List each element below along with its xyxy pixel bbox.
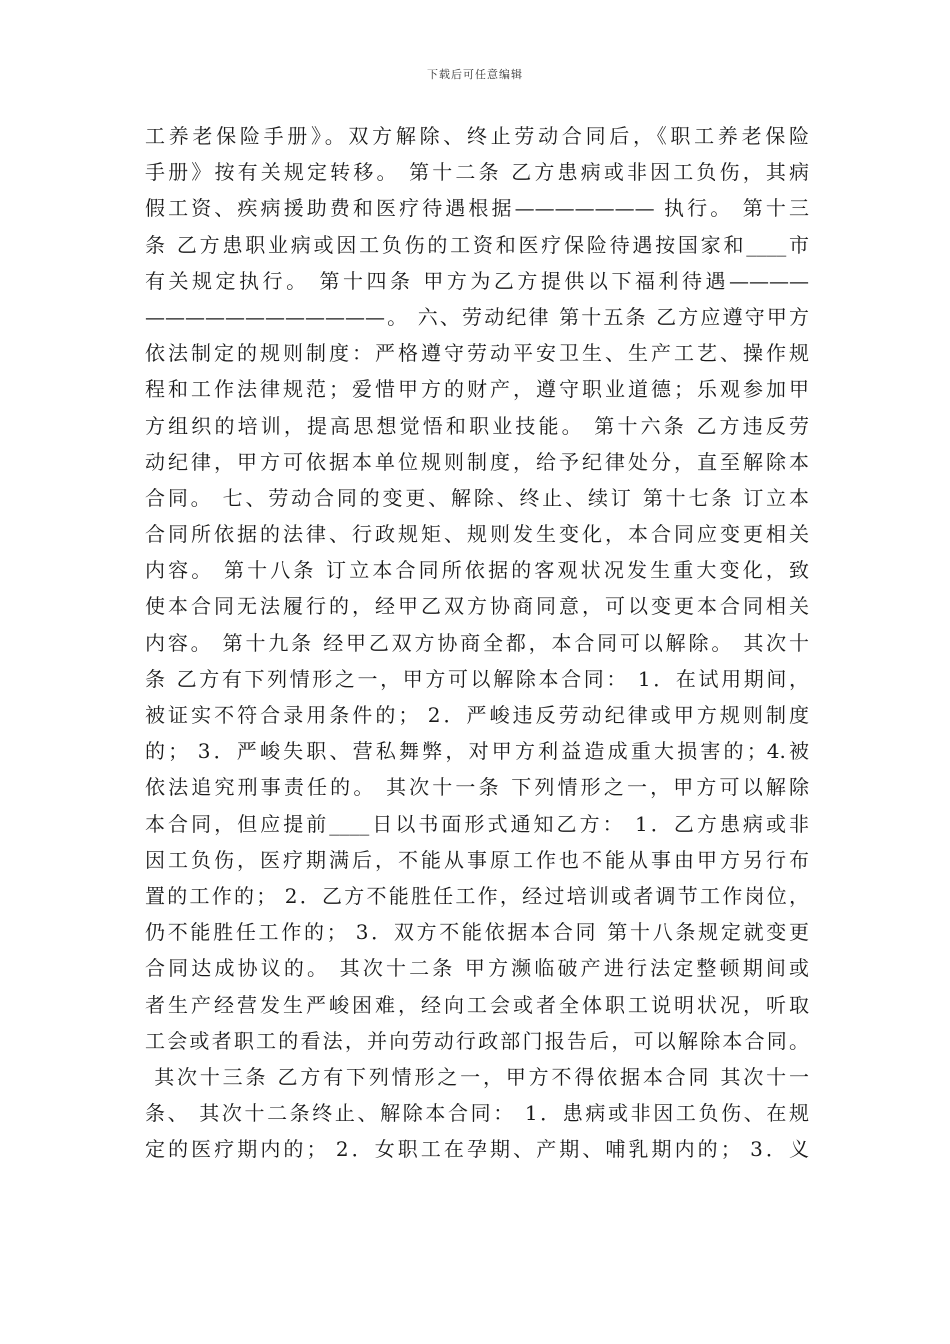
text-line: 方组织的培训，提高思想觉悟和职业技能。 第十六条 乙方违反劳 [145, 413, 809, 438]
text-line: 依法追究刑事责任的。 其次十一条 下列情形之一，甲方可以解除 [145, 775, 809, 800]
text-line: 因工负伤，医疗期满后，不能从事原工作也不能从事由甲方另行布 [145, 847, 809, 872]
text-line: 本合同，但应提前____日以书面形式通知乙方： 1．乙方患病或非 [145, 811, 809, 836]
text-line: 假工资、疾病援助费和医疗待遇根据——————— 执行。 第十三 [145, 196, 809, 221]
text-line: 程和工作法律规范；爱惜甲方的财产，遵守职业道德；乐观参加甲 [145, 377, 809, 402]
document-body [145, 118, 809, 1167]
page-header: 下载后可任意编辑 [427, 68, 523, 81]
text-line: 置的工作的； 2．乙方不能胜任工作，经过培训或者调节工作岗位， [145, 883, 809, 908]
text-line: 内容。 第十八条 订立本合同所依据的客观状况发生重大变化，致 [145, 558, 809, 583]
text-line: 定的医疗期内的； 2．女职工在孕期、产期、哺乳期内的； 3．义 [145, 1137, 809, 1162]
text-line: 的； 3．严峻失职、营私舞弊，对甲方利益造成重大损害的；4.被 [145, 739, 809, 764]
text-line: 合同达成协议的。 其次十二条 甲方濒临破产进行法定整顿期间或 [145, 956, 809, 981]
text-line: 依法制定的规则制度：严格遵守劳动平安卫生、生产工艺、操作规 [145, 341, 809, 366]
text-line: 条 乙方患职业病或因工负伤的工资和医疗保险待遇按国家和____市 [145, 232, 809, 257]
text-line: ————————————。 六、劳动纪律 第十五条 乙方应遵守甲方 [145, 304, 809, 329]
text-line: 合同所依据的法律、行政规矩、规则发生变化，本合同应变更相关 [145, 522, 809, 547]
text-line: 手册》按有关规定转移。 第十二条 乙方患病或非因工负伤，其病 [145, 160, 809, 185]
text-line: 条 乙方有下列情形之一，甲方可以解除本合同： 1．在试用期间， [145, 666, 809, 691]
text-line: 其次十三条 乙方有下列情形之一，甲方不得依据本合同 其次十一 [145, 1064, 809, 1089]
text-line: 工会或者职工的看法，并向劳动行政部门报告后，可以解除本合同。 [145, 1028, 809, 1053]
text-line: 条、 其次十二条终止、解除本合同： 1．患病或非因工负伤、在规 [145, 1101, 809, 1126]
text-line: 合同。 七、劳动合同的变更、解除、终止、续订 第十七条 订立本 [145, 485, 809, 510]
text-line: 动纪律，甲方可依据本单位规则制度，给予纪律处分，直至解除本 [145, 449, 809, 474]
text-line: 被证实不符合录用条件的； 2．严峻违反劳动纪律或甲方规则制度 [145, 703, 809, 727]
text-line: 有关规定执行。 第十四条 甲方为乙方提供以下福利待遇———— [145, 268, 809, 293]
text-line: 者生产经营发生严峻困难，经向工会或者全体职工说明状况，听取 [145, 992, 809, 1017]
text-line: 工养老保险手册》。双方解除、终止劳动合同后，《职工养老保险 [145, 124, 809, 148]
text-line: 使本合同无法履行的，经甲乙双方协商同意，可以变更本合同相关 [145, 594, 809, 619]
text-line: 内容。 第十九条 经甲乙双方协商全都，本合同可以解除。 其次十 [145, 630, 809, 655]
text-line: 仍不能胜任工作的； 3．双方不能依据本合同 第十八条规定就变更 [145, 920, 809, 945]
